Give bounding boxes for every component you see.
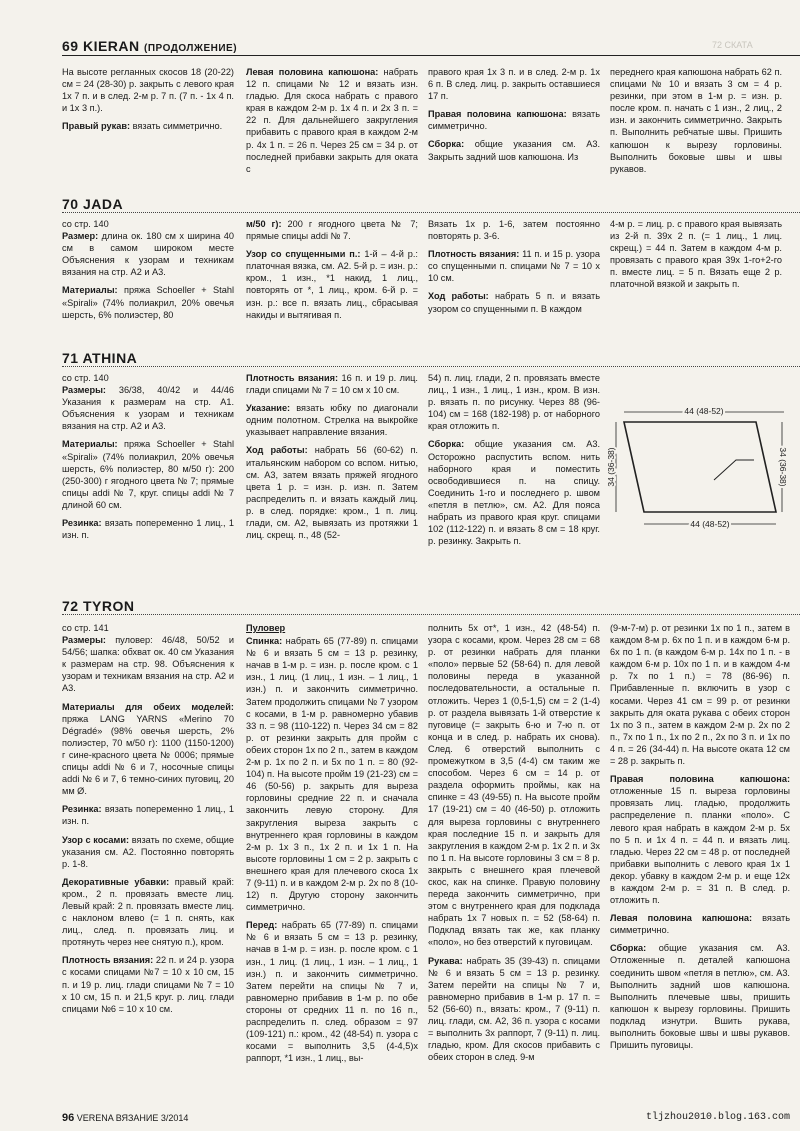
paragraph: Резинка: вязать попеременно 1 лиц., 1 изн. п. xyxy=(62,804,234,827)
top-width-label: 44 (48-52) xyxy=(684,406,724,416)
magazine-name: VERENA ВЯЗАНИЕ 3/2014 xyxy=(76,1113,189,1123)
paragraph: 54) п. лиц. глади, 2 п. провязать вместе лиц., 1 изн., 1 лиц., 1 изн., кром. В изн. р. вязать п. по рисунку. Через 88 (96-104) см = 168 (182-198) р. от наборного края отложить п. xyxy=(428,373,600,432)
section-name: KIERAN xyxy=(82,38,140,54)
paragraph: со стр. 140 xyxy=(62,219,109,229)
paragraph: Материалы: пряжа Schoeller + Stahl «Spirali» (74% полиакрил, 20% овечья шерсть, 6% полиэстер, 80 xyxy=(62,285,234,320)
paragraph: Плотность вязания: 16 п. и 19 р. лиц. глади спицами № 7 = 10 см x 10 см. xyxy=(246,373,418,396)
paragraph: м/50 г): 200 г ягодного цвета № 7; прямые спицы addi № 7. xyxy=(246,219,418,242)
paragraph: Плотность вязания: 22 п. и 24 р. узора с косами спицами №7 = 10 x 10 см, 15 п. и 19 р. лиц. глади спицами № 7 = 10 x 10 см, 15 п. и 21,5 круг. р. лиц. глади спицами №6 = 10 x 10 см. xyxy=(62,955,234,1014)
paragraph: Ход работы: набрать 5 п. и вязать узором со спущенными п. В каждом xyxy=(428,291,600,314)
paragraph: На высоте регланных скосов 18 (20-22) см = 24 (28-30) р. закрыть с левого края 1х 7 п. и в след. 2-м р. 7 п. (7 п. - 1х 4 п. и 1х 3 п.). xyxy=(62,67,234,114)
bottom-width-label: 44 (48-52) xyxy=(690,519,730,529)
jada-col-1 xyxy=(62,218,234,338)
athina-col-2 xyxy=(246,372,418,592)
kieran-col-4 xyxy=(610,66,782,194)
watermark: tljzhou2010.blog.163.com xyxy=(645,1112,790,1123)
right-height-label: 34 (36-38) xyxy=(778,447,788,487)
paragraph: 4-м р. = лиц. р. с правого края вывязать из 2-й п. 39х 2 п. (= 1 лиц., 1 лиц. скрещ.) = 44 п. Затем в каждом 4-м р. провязать с правого края 39х 1-го+2-го п. вместе лиц. = 5 п. Вязать еще 2 р. платочной вязкой и закрыть п. xyxy=(610,219,782,290)
page-number: 96 xyxy=(62,1112,75,1124)
paragraph: Декоративные убавки: правый край: кром., 2 п. провязать вместе лиц. Левый край: 2 п. провязать вместе лиц. с наклоном влево (= 1 п. снять, как лиц., след. п. провязать лиц. и протянуть через нее снятую п.), кром. xyxy=(62,876,234,948)
tyron-col-4 xyxy=(610,622,790,1100)
athina-col-1 xyxy=(62,372,234,592)
left-height-label: 34 (36-38) xyxy=(606,447,616,487)
paragraph: Левая половина капюшона: вязать симметрично. xyxy=(610,913,790,936)
jada-col-4 xyxy=(610,218,782,338)
skirt-schematic-diagram xyxy=(604,400,790,536)
tyron-col-2 xyxy=(246,622,418,1100)
section-rule xyxy=(62,55,800,56)
jada-col-3 xyxy=(428,218,600,338)
section-number: 69 xyxy=(62,38,79,54)
paragraph: Размеры: пуловер: 46/48, 50/52 и 54/56; шапка: обхват ок. 40 см Указания к размерам на стр. 98. Объяснения к узорам и техникам вязания на стр. А2 и А3. xyxy=(62,635,234,694)
kieran-col-3 xyxy=(428,66,600,194)
paragraph: Узор со спущенными п.: 1-й – 4-й р.: платочная вязка, см. А2. 5-й р. = изн. р.: кром., 1 изн., *1 накид, 1 лиц., повторять от *, 1 лиц., кром. 6-й р. = изн. р.: все п. вязать лиц., сбрасывая накиды и вытягивая п. xyxy=(246,249,418,320)
subheading-pullover: Пуловер xyxy=(246,623,286,633)
paragraph: Плотность вязания: 11 п. и 15 р. узора со спущенными п. спицами № 7 = 10 x 10 см. xyxy=(428,249,600,284)
paragraph: Материалы для обеих моделей: пряжа LANG YARNS «Merino 70 Dégradé» (98% овечья шерсть, 2% полиэстер, 70 м/50 г): 1100 (1150-1200) г сине-красного цвета № 0006; прямые спицы addi № 6 и 7, носочные спицы addi № 6 и 7, 6 темно-синих пуговиц, 20 мм Ø. xyxy=(62,701,234,797)
paragraph: Правая половина капюшона: отложенные 15 п. выреза горловины провязать лиц. гладью, продолжить распределение п. планки «поло». С левого края набрать в каждом 2-м р. 5х по 5 п. и 1х 4 п. = 44 п. и вязать лиц. гладью. Через 22 см = 48 р. от последней прибавки выполнить с левого края 1х 1 декор. убавку в каждом 2-м р. и еще 12х в каждом 2-м р. = 31 п. В след. р. отложить п. xyxy=(610,774,790,906)
section-rule xyxy=(62,212,800,213)
paragraph: Указание: вязать юбку по диагонали одним полотном. Стрелка на выкройке указывает направление вязания. xyxy=(246,403,418,438)
paragraph: Спинка: набрать 65 (77-89) п. спицами № 6 и вязать 5 см = 13 р. резинку, начав в 1-м р. = изн. р. после кром. с 1 изн., 1 лиц. (1 лиц., 1 изн. – 1 лиц., 1 изн.) п. и закончить симметрично. Затем продолжить спицами № 7 узором с косами, в 1-м р. равномерно убавив 33 п. = 98 (110-122) п. Через 34 см = 82 р. от резинки закрыть для пройм с обеих сторон 1х по 2 п., затем в каждом 2-м р. 1х по 2 п. и 5х по 1 п. = 80 (92-104) п. На высоте пройм 19 (21-23) см = 46 (50-56) р. закрыть для выреза горловины средние 22 п. и сначала закончить левую сторону. Для закругления выреза закрыть с внутреннего края горловины в каждом 2-м р. 1х 3 п., 1х 2 п. и 1х 1 п. На высоте горловины 1 см = 2 р. закрыть с внешнего края для плечевого скоса 1х 7 (9-11) п. и в каждом 2-м р. 2х по 8 (10-12) п. Другую сторону закончить симметрично. xyxy=(246,636,418,913)
paragraph: со стр. 141 xyxy=(62,623,109,633)
paragraph: Левая половина капюшона: набрать 12 п. спицами № 12 и вязать изн. гладью. Для скоса набрать с правого края в каждом 2-м р. 1х 4 п. и 2х 3 п. = 22 п. Для дальнейшего закругления прибавить с правого края в каждом 2-м р. 4х 1 п. = 26 п. Через 25 см = 34 р. от последней прибавки закрыть для оката с xyxy=(246,67,418,174)
paragraph: Резинка: вязать попеременно 1 лиц., 1 изн. п. xyxy=(62,518,234,541)
paragraph: Правый рукав: вязать симметрично. xyxy=(62,121,223,132)
skirt-outline xyxy=(624,422,776,512)
section-title-athina: 71 ATHINA xyxy=(62,350,138,366)
paragraph: Материалы: пряжа Schoeller + Stahl «Spirali» (74% полиакрил, 20% овечья шерсть, 6% полиэстер, 80 м/50 г): 200 (250-300) г ягодного цвета № 7; прямые спицы addi № 7, круг. спицы addi № 7 длиной 60 см. xyxy=(62,439,234,510)
paragraph: Узор с косами: вязать по схеме, общие указания см. А2. Постоянно повторять р. 1-8. xyxy=(62,834,234,869)
section-subtitle: (ПРОДОЛЖЕНИЕ) xyxy=(144,43,238,54)
paragraph: Размеры: 36/38, 40/42 и 44/46 Указания к размерам на стр. А1. Объяснения к узорам и техникам вязания на стр. А2 и А3. xyxy=(62,385,234,432)
paragraph: (9-м-7-м) р. от резинки 1х по 1 п., затем в каждом 8-м р. 6х по 1 п. и в каждом 6-м р. 6х по 1 п. (в каждом 6-м р. 14х по 1 п. - в каждом 6-м р. 10х по 1 п. и в каждом 4-м р. 7х по 1 п.) = 78 (86-96) п. Прибавленные п. включить в узор с косами. Через 41 см = 99 р. от резинки закрыть для оката рукава с обеих сторон 1х по 3 п., затем в каждом 2-м р. 2х по 2 п., 7х по 1 п., 1х по 2 п., 2х по 3 п. и 1х по 4 п. = 26 (34-44) п. На высоте оката 12 см = 28 р. закрыть п. xyxy=(610,623,790,767)
section-title-kieran xyxy=(62,38,237,54)
section-rule xyxy=(62,614,800,615)
paragraph: Ход работы: набрать 56 (60-62) п. итальянским набором со вспом. нитью, см. А3, затем вязать пряжей ягодного цвета 1 р. = изн. р. изн. п. Затем распределить п. и вязать каждый лиц. р. в след. порядке: кром., 1 п. лиц. глади, см. А2, вывязать из протяжки 1 лиц. скрещ. п., 48 (52- xyxy=(246,445,418,541)
paragraph: Вязать 1х р. 1-6, затем постоянно повторять р. 3-6. xyxy=(428,219,600,242)
kieran-col-2 xyxy=(246,66,418,194)
page-footer xyxy=(62,1112,188,1124)
paragraph: правого края 1х 3 п. и в след. 2-м р. 1х 6 п. В след. лиц. р. закрыть оставшиеся 17 п. xyxy=(428,67,600,102)
bleed-through-text: 72 СКАТА xyxy=(712,40,753,50)
paragraph: Сборка: общие указания см. А3. Осторожно распустить вспом. нить наборного края и поместить освободившиеся п. на спицу. Соединить 1-го и последнего р. швом «петля в петлю», см. А2. Для пояса набрать из правого края круг. спицами 102 (112-122) п. и вязать 8 см = 18 круг. р. резинку. Закрыть п. xyxy=(428,439,600,547)
jada-col-2 xyxy=(246,218,418,338)
section-title-tyron: 72 TYRON xyxy=(62,598,135,614)
paragraph: полнить 5х от*, 1 изн., 42 (48-54) п. узора с косами, кром. Через 28 см = 68 р. от резинки набрать для планки «поло» первые 52 (58-64) п. для левой половины переда в указанной последовательности, а остальные п. отложить. Через 1 (0,5-1,5) см = 2 (1-4) р. от раздела вывязать 1-й отверстие к пуговице (= закрыть 6-ю и 7-ю п. от конца и в след. р. набрать их снова). След. 6 отверстий выполнить с промежутком в 3,5 (4-4) см таким же способом. Через 6 см = 14 р. от раздела оформить проймы, как на спинке = 43 (49-55) п. На высоте пройм 17 (19-21) см = 40 (46-50) р. отложить для выреза горловины с внутреннего края последние 15 п. и закрыть для закругления в каждом 2-м р. 1х 2 п. и 3х по 1 п. На высоте горловины 3 см = 8 р. закрыть с внешнего края плечевой скос, как на спинке. Правую половину переда закончить симметрично, при этом с внутреннего края для подклада набрать 1х 7 новых п. = 52 (58-64) п. Подклад вязать так же, как планку «поло», но без отверстий к пуговицам. xyxy=(428,623,600,948)
paragraph: переднего края капюшона набрать 62 п. спицами № 10 и вязать 3 см = 4 р. резинки, при этом в 1-м р. = изн. р. после кром. п. начать с 1 изн., 2 лиц., 2 изн. и закончить симметрично. Закрыть п. Выполнить ребчатые швы. Пришить капюшон к вырезу горловины. Выполнить боковые швы и швы рукавов. xyxy=(610,67,782,174)
section-rule xyxy=(62,366,800,367)
tyron-col-1 xyxy=(62,622,234,1100)
direction-arrow xyxy=(714,460,754,480)
paragraph: Сборка: общие указания см. А3. Отложенные п. деталей капюшона соединить швом «петля в петлю», см. А3. Выполнить задний шов капюшона. Выполнить плечевые швы, пришить капюшон к вырезу горловины. Пришить подклад изнутри. Вшить рукава, выполнить боковые швы и швы рукавов. Пришить пуговицы. xyxy=(610,943,790,1051)
paragraph: Сборка: общие указания см. А3. Закрыть задний шов капюшона. Из xyxy=(428,139,600,162)
paragraph: Правая половина капюшона: вязать симметрично. xyxy=(428,109,600,132)
paragraph: Размер: длина ок. 180 см x ширина 40 см в самом широком месте Объяснения к узорам и техникам вязания на стр. А2 и А3. xyxy=(62,231,234,278)
kieran-col-1 xyxy=(62,66,234,194)
athina-col-3 xyxy=(428,372,600,592)
tyron-col-3 xyxy=(428,622,600,1100)
paragraph: Рукава: набрать 35 (39-43) п. спицами № 6 и вязать 5 см = 13 р. резинку. Затем перейти на спицы № 7 и, равномерно прибавив в 1-м р. 17 п. = 52 (56-60) п., вязать: кром., 7 (9-11) п. лиц. глади, см. А2, 36 п. узора с косами = выполнить 3х раппорт, 7 (9-11) п. лиц. гладью, кром. Для скосов прибавить с обеих сторон в след. 9-м xyxy=(428,955,600,1063)
paragraph: Перед: набрать 65 (77-89) п. спицами № 6 и вязать 5 см = 13 р. резинку, начав в 1-м р. = изн. р. после кром. с 1 изн., 1 лиц. (1 лиц., 1 изн. – 1 лиц., 1 изн.) п. и закончить симметрично. Затем перейти на спицы № 7 и, равномерно прибавив в 1-м р. по обе стороны от средних 11 п. по 16 п., распределить п. след. образом = 97 (109-121) п.: кром., 42 (48-54) п. узора с косами = выполнить 3,5 (4-4,5)х раппорт, *1 изн., 1 лиц., вы- xyxy=(246,920,418,1064)
paragraph: со стр. 140 xyxy=(62,373,109,383)
section-title-jada: 70 JADA xyxy=(62,196,124,212)
